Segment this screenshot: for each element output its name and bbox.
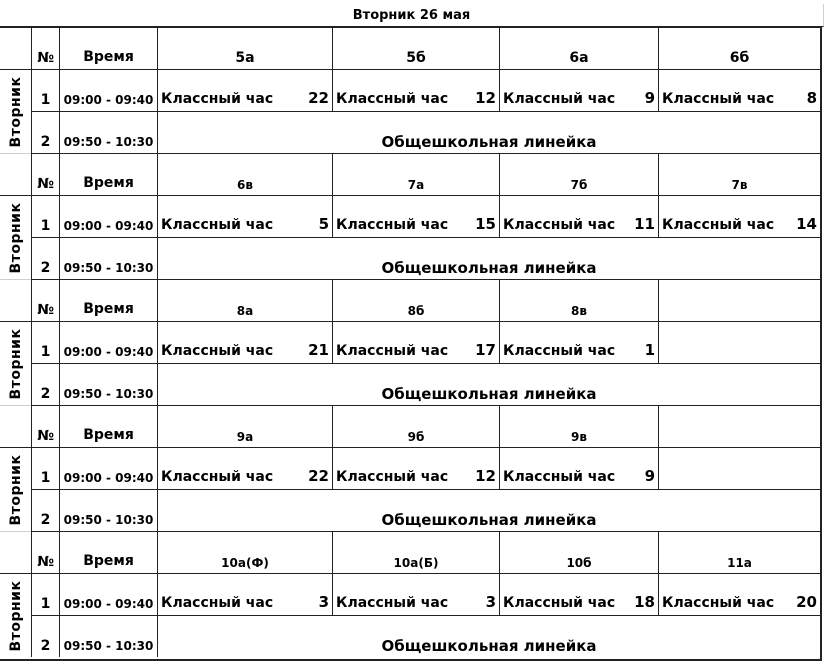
class-header[interactable]: 10а(Б)	[332, 531, 499, 573]
class-header[interactable]: 5б	[332, 27, 499, 69]
room-number: 15	[475, 215, 496, 233]
day-label	[0, 321, 31, 405]
class-header[interactable]: 10а(Ф)	[157, 531, 332, 573]
room-number: 22	[308, 89, 329, 107]
lesson-number: 1	[31, 321, 59, 363]
empty-lesson-cell	[658, 447, 820, 489]
lesson-cell[interactable]	[157, 195, 332, 237]
sheet-title: Вторник 26 мая	[0, 4, 824, 27]
lesson-time: 09:00 - 09:40	[59, 69, 157, 111]
class-header[interactable]: 11а	[658, 531, 820, 573]
room-number: 5	[318, 215, 329, 233]
lesson-cell[interactable]	[332, 69, 499, 111]
room-number: 18	[634, 593, 655, 611]
lesson-number: 1	[31, 69, 59, 111]
lesson-subject: Классный час	[503, 217, 616, 233]
lesson-subject: Классный час	[503, 469, 616, 485]
day-label	[0, 195, 31, 279]
lesson-number: 1	[31, 573, 59, 615]
room-number: 1	[644, 341, 655, 359]
room-number: 8	[806, 89, 817, 107]
lesson-subject: Классный час	[503, 595, 616, 611]
assembly-cell[interactable]: Общешкольная линейка	[157, 237, 820, 279]
class-header[interactable]: 7а	[332, 153, 499, 195]
lesson-time: 09:00 - 09:40	[59, 447, 157, 489]
lesson-subject: Классный час	[336, 91, 449, 107]
header-time: Время	[59, 153, 157, 195]
assembly-cell[interactable]: Общешкольная линейка	[157, 111, 820, 153]
lesson-number: 1	[31, 195, 59, 237]
day-label-text: Вторник	[7, 328, 24, 399]
header-time: Время	[59, 279, 157, 321]
lesson-time: 09:50 - 10:30	[59, 615, 157, 657]
table-bottom-border	[0, 659, 822, 661]
lesson-subject: Классный час	[161, 469, 274, 485]
lesson-cell[interactable]	[658, 195, 820, 237]
day-header-blank	[0, 531, 31, 573]
lesson-cell[interactable]	[157, 447, 332, 489]
lesson-time: 09:50 - 10:30	[59, 489, 157, 531]
day-header-blank	[0, 405, 31, 447]
header-time: Время	[59, 405, 157, 447]
room-number: 21	[308, 341, 329, 359]
room-number: 12	[475, 89, 496, 107]
lesson-subject: Классный час	[662, 595, 775, 611]
room-number: 11	[634, 215, 655, 233]
lesson-cell[interactable]	[658, 573, 820, 615]
lesson-subject: Классный час	[662, 91, 775, 107]
lesson-subject: Классный час	[161, 343, 274, 359]
lesson-cell[interactable]	[658, 69, 820, 111]
class-header[interactable]: 7в	[658, 153, 820, 195]
class-header[interactable]: 6а	[499, 27, 658, 69]
lesson-cell[interactable]	[332, 321, 499, 363]
header-num: №	[31, 531, 59, 573]
day-label	[0, 69, 31, 153]
class-header[interactable]: 10б	[499, 531, 658, 573]
class-header[interactable]: 9а	[157, 405, 332, 447]
day-header-blank	[0, 153, 31, 195]
class-header[interactable]: 9б	[332, 405, 499, 447]
lesson-cell[interactable]	[157, 321, 332, 363]
lesson-time: 09:00 - 09:40	[59, 573, 157, 615]
assembly-cell[interactable]: Общешкольная линейка	[157, 615, 820, 657]
lesson-time: 09:50 - 10:30	[59, 111, 157, 153]
header-num: №	[31, 27, 59, 69]
lesson-cell[interactable]	[157, 573, 332, 615]
lesson-subject: Классный час	[662, 217, 775, 233]
header-num: №	[31, 405, 59, 447]
class-header[interactable]: 8а	[157, 279, 332, 321]
lesson-subject: Классный час	[161, 91, 274, 107]
lesson-subject: Классный час	[336, 343, 449, 359]
lesson-subject: Классный час	[336, 217, 449, 233]
room-number: 3	[485, 593, 496, 611]
class-header[interactable]: 9в	[499, 405, 658, 447]
day-label-text: Вторник	[7, 76, 24, 147]
day-label	[0, 447, 31, 531]
room-number: 22	[308, 467, 329, 485]
lesson-subject: Классный час	[336, 595, 449, 611]
lesson-cell[interactable]	[332, 447, 499, 489]
lesson-cell[interactable]	[332, 195, 499, 237]
lesson-number: 1	[31, 447, 59, 489]
lesson-cell[interactable]	[499, 447, 658, 489]
day-label-text: Вторник	[7, 454, 24, 525]
lesson-cell[interactable]	[157, 69, 332, 111]
room-number: 12	[475, 467, 496, 485]
room-number: 17	[475, 341, 496, 359]
empty-header-cell	[658, 405, 820, 447]
room-number: 20	[796, 593, 817, 611]
room-number: 9	[644, 467, 655, 485]
assembly-cell[interactable]: Общешкольная линейка	[157, 363, 820, 405]
room-number: 3	[318, 593, 329, 611]
class-header[interactable]: 5а	[157, 27, 332, 69]
lesson-cell[interactable]	[499, 69, 658, 111]
day-label	[0, 573, 31, 657]
class-header[interactable]: 8б	[332, 279, 499, 321]
header-num: №	[31, 279, 59, 321]
class-header[interactable]: 8в	[499, 279, 658, 321]
assembly-cell[interactable]: Общешкольная линейка	[157, 489, 820, 531]
class-header[interactable]: 6б	[658, 27, 820, 69]
class-header[interactable]: 7б	[499, 153, 658, 195]
lesson-time: 09:00 - 09:40	[59, 321, 157, 363]
lesson-number: 2	[31, 615, 59, 657]
lesson-subject: Классный час	[503, 91, 616, 107]
lesson-cell[interactable]	[332, 573, 499, 615]
lesson-time: 09:50 - 10:30	[59, 363, 157, 405]
table-right-border	[820, 27, 822, 661]
day-label-text: Вторник	[7, 580, 24, 651]
day-label-text: Вторник	[7, 202, 24, 273]
header-num: №	[31, 153, 59, 195]
room-number: 14	[796, 215, 817, 233]
lesson-number: 2	[31, 111, 59, 153]
lesson-time: 09:50 - 10:30	[59, 237, 157, 279]
lesson-subject: Классный час	[336, 469, 449, 485]
lesson-subject: Классный час	[161, 217, 274, 233]
lesson-time: 09:00 - 09:40	[59, 195, 157, 237]
room-number: 9	[644, 89, 655, 107]
lesson-number: 2	[31, 237, 59, 279]
day-header-blank	[0, 27, 31, 69]
empty-lesson-cell	[658, 321, 820, 363]
header-time: Время	[59, 531, 157, 573]
header-time: Время	[59, 27, 157, 69]
lesson-subject: Классный час	[503, 343, 616, 359]
lesson-number: 2	[31, 489, 59, 531]
lesson-number: 2	[31, 363, 59, 405]
lesson-subject: Классный час	[161, 595, 274, 611]
lesson-cell[interactable]	[499, 573, 658, 615]
class-header[interactable]: 6в	[157, 153, 332, 195]
empty-header-cell	[658, 279, 820, 321]
day-header-blank	[0, 279, 31, 321]
lesson-cell[interactable]	[499, 321, 658, 363]
lesson-cell[interactable]	[499, 195, 658, 237]
